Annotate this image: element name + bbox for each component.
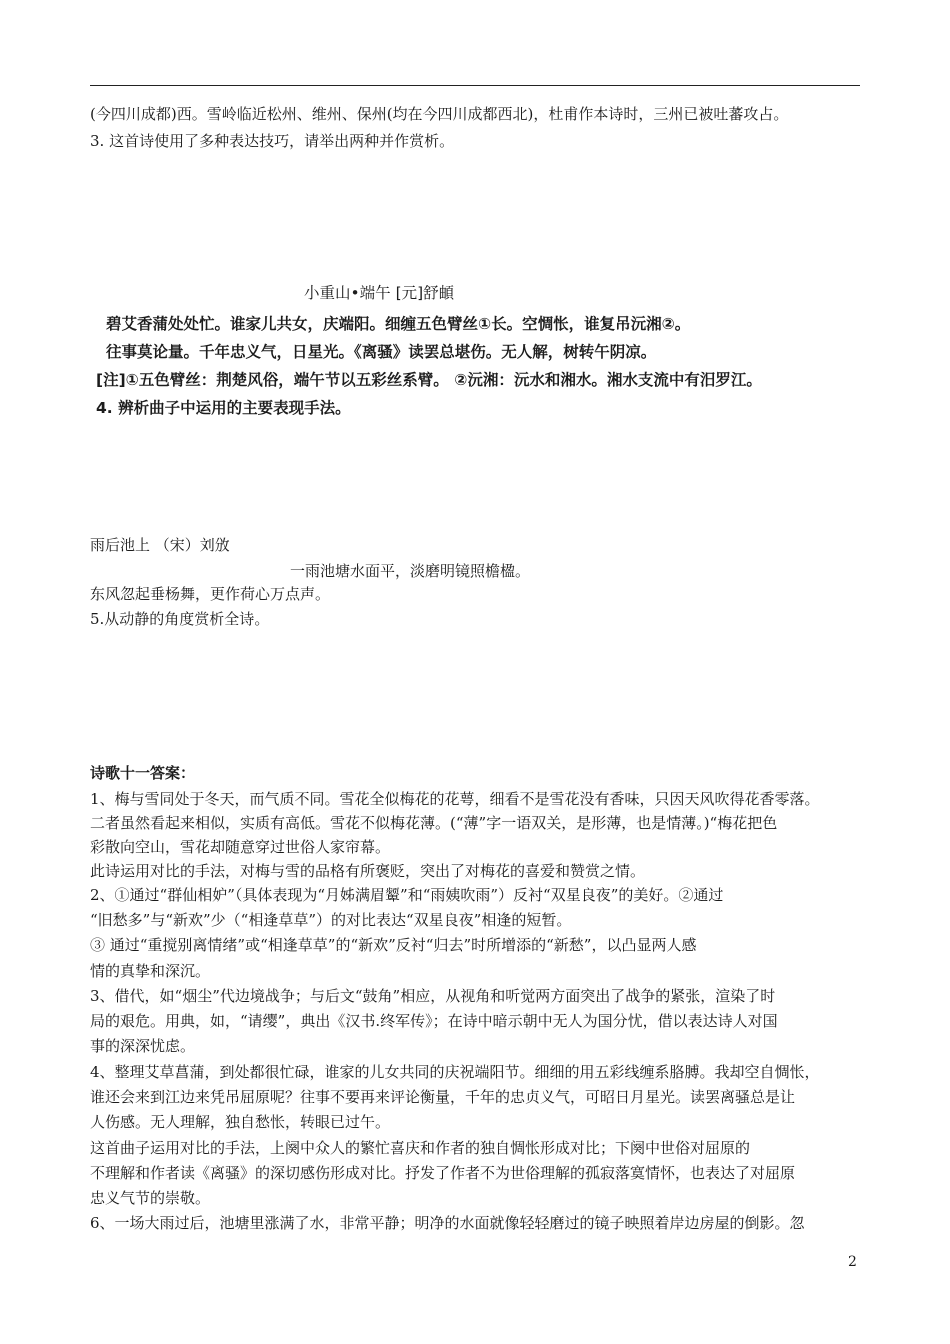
context-line: (今四川成都)西。雪岭临近松州、维州、保州(均在今四川成都西北)，杜甫作本诗时，三州已被吐蕃攻占。 [90, 105, 789, 123]
answer-line: ③ 通过“重搅别离情绪”或“相逢草草”的“新欢”反衬“归去”时所增添的“新愁”，以凸显两人感 [90, 936, 697, 954]
answers-heading: 诗歌十一答案： [90, 764, 196, 782]
question-5: 5.从动静的角度赏析全诗。 [90, 610, 270, 628]
answer-line: 二者虽然看起来相似，实质有高低。雪花不似梅花薄。(“薄”字一语双关，是形薄，也是情薄。)“梅花把色 [90, 814, 778, 832]
answer-line: 不理解和作者读《离骚》的深切感伤形成对比。抒发了作者不为世俗理解的孤寂落寞情怀，也表达了对屈原 [90, 1164, 796, 1182]
poem-line-2: 东风忽起垂杨舞，更作荷心万点声。 [90, 585, 331, 603]
answer-line: 彩散向空山，雪花却随意穿过世俗人家帘幕。 [90, 838, 391, 856]
page-number: 2 [848, 1254, 857, 1270]
answer-line: 4、整理艾草菖蒲，到处都很忙碌，谁家的儿女共同的庆祝端阳节。细细的用五彩线缠系胳膊。我却空自惆怅， [90, 1063, 820, 1081]
song-note: [注]①五色臂丝：荆楚风俗，端午节以五彩丝系臂。 ②沅湘：沅水和湘水。湘水支流中有汨罗江。 [96, 371, 762, 389]
answer-line: 2、①通过“群仙相妒”（具体表现为“月姊满眉颦”和“雨姨吹雨”）反衬“双星良夜”的美好。②通过 [90, 886, 724, 904]
answer-line: 事的深深忧虑。 [90, 1037, 196, 1055]
song-title: 小重山•端午 [元]舒頔 [304, 284, 455, 302]
question-3: 3. 这首诗使用了多种表达技巧，请举出两种并作赏析。 [90, 132, 455, 150]
answer-line: 这首曲子运用对比的手法，上阕中众人的繁忙喜庆和作者的独自惆怅形成对比；下阕中世俗对屈原的 [90, 1139, 751, 1157]
question-4: 4. 辨析曲子中运用的主要表现手法。 [96, 399, 351, 417]
answer-line: 谁还会来到江边来凭吊屈原呢？往事不要再来评论衡量，千年的忠贞义气，可昭日月星光。读罢离骚总是让 [90, 1088, 796, 1106]
answer-line: 1、梅与雪同处于冬天，而气质不同。雪花全似梅花的花萼，细看不是雪花没有香味，只因天风吹得花香零落。 [90, 790, 820, 808]
answer-line: 人伤感。无人理解，独自愁怅，转眼已过午。 [90, 1113, 391, 1131]
answer-line: 忠义气节的崇敬。 [90, 1189, 211, 1207]
poem-title: 雨后池上 （宋）刘攽 [90, 536, 230, 554]
answer-line: 此诗运用对比的手法，对梅与雪的品格有所褒贬，突出了对梅花的喜爱和赞赏之情。 [90, 862, 646, 880]
song-line-1: 碧艾香蒲处处忙。谁家儿共女，庆端阳。细缠五色臂丝①长。空惆怅，谁复吊沅湘②。 [106, 315, 691, 333]
song-line-2: 往事莫论量。千年忠义气，日星光。《离骚》读罢总堪伤。无人解，树转午阴凉。 [106, 343, 657, 361]
answer-line: 局的艰危。用典，如，“请缨”，典出《汉书.终军传》；在诗中暗示朝中无人为国分忧，借以表达诗人对国 [90, 1012, 778, 1030]
poem-line-1: 一雨池塘水面平，淡磨明镜照檐楹。 [290, 562, 531, 580]
header-rule [90, 85, 860, 86]
answer-line: 3、借代，如“烟尘”代边境战争；与后文“鼓角”相应，从视角和听觉两方面突出了战争的紧张，渲染了时 [90, 987, 776, 1005]
answer-line: “旧愁多”与“新欢”少（“相逢草草”）的对比表达“双星良夜”相逢的短暂。 [90, 911, 572, 929]
answer-line: 情的真挚和深沉。 [90, 962, 211, 980]
answer-line: 6、一场大雨过后，池塘里涨满了水，非常平静；明净的水面就像轻轻磨过的镜子映照着岸边房屋的倒影。忽 [90, 1214, 805, 1232]
